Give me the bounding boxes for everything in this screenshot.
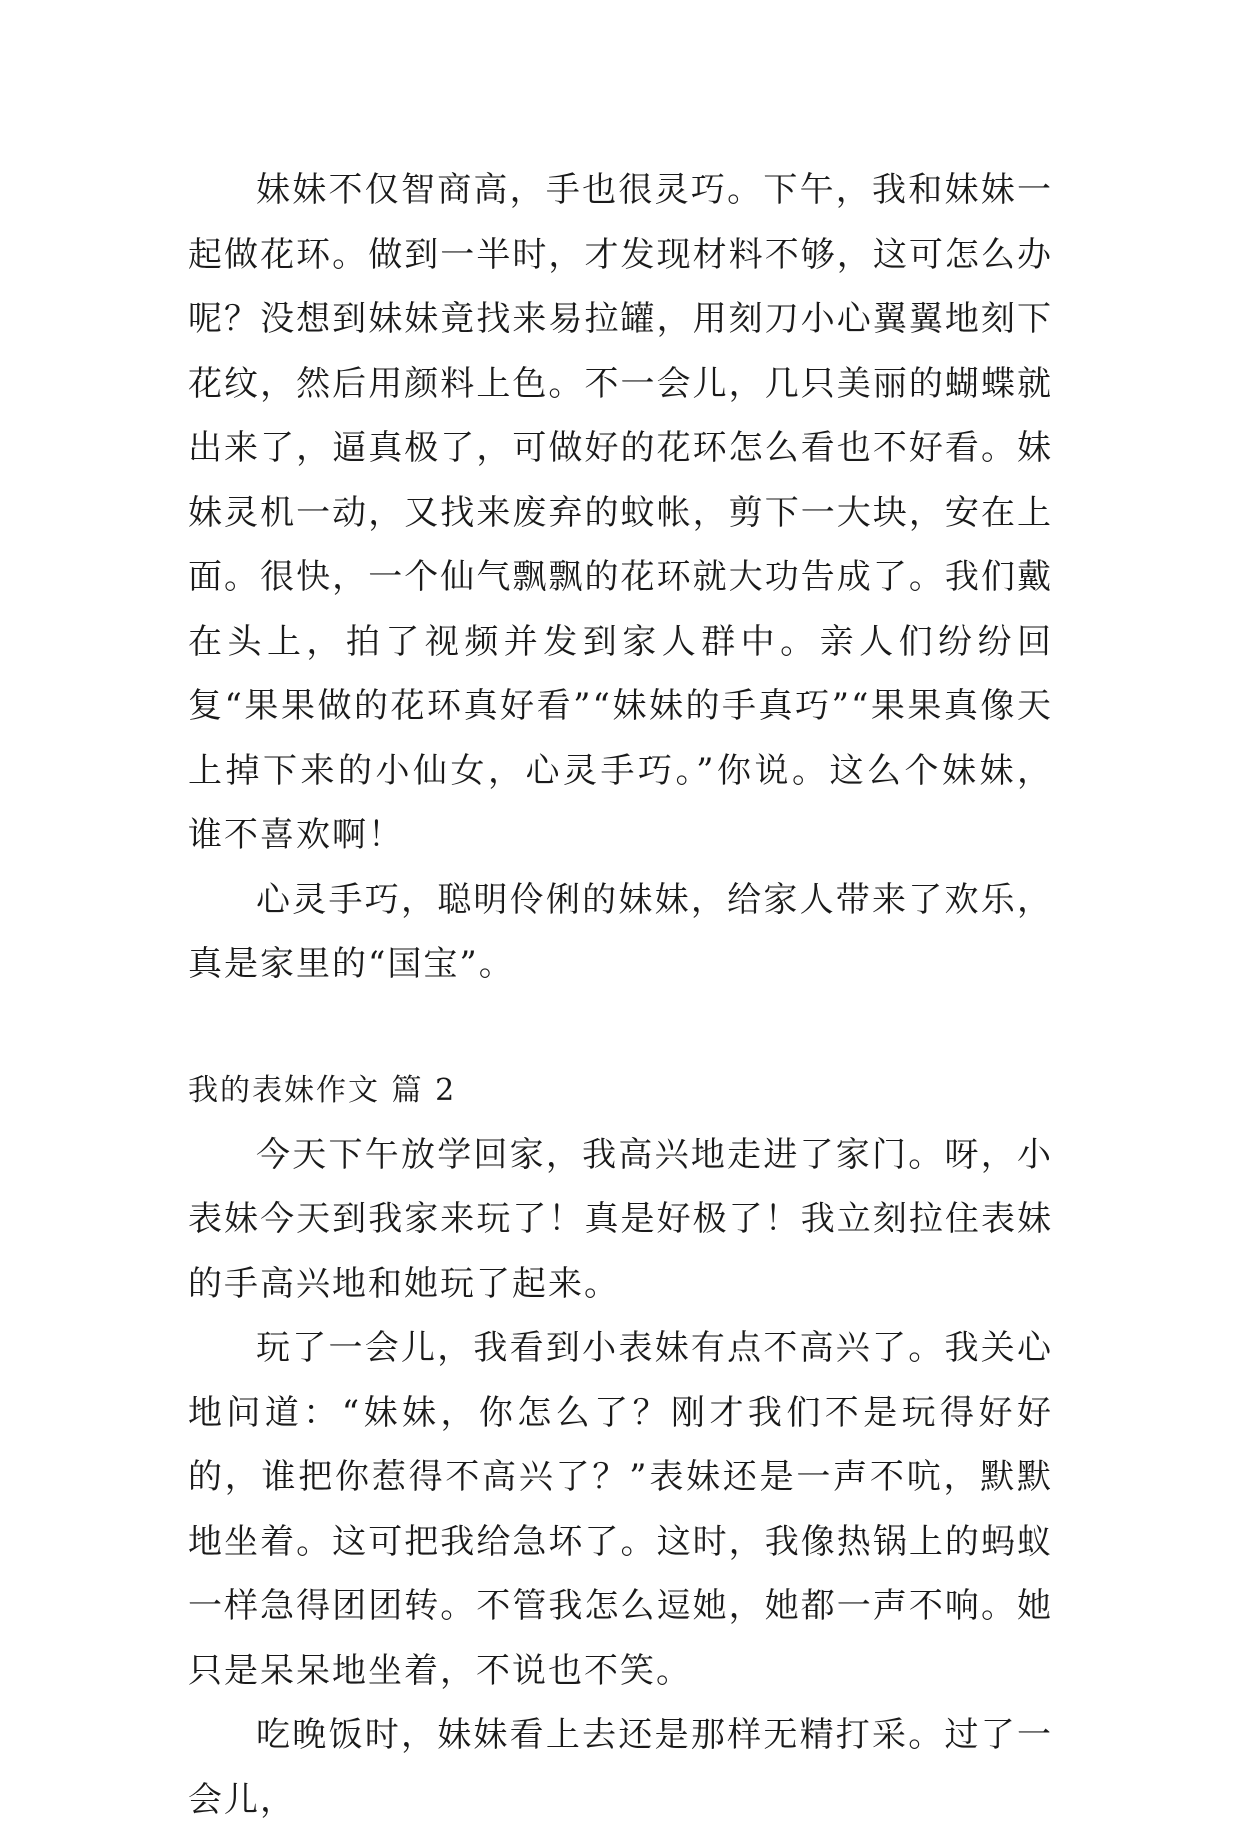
section-spacer [188, 997, 1053, 1059]
paragraph: 玩了一会儿，我看到小表妹有点不高兴了。我关心地问道：“妹妹，你怎么了？刚才我们不是玩得好好的，谁把你惹得不高兴了？”表妹还是一声不吭，默默地坐着。这可把我给急坏了。这时，我像热锅上的蚂蚁一样急得团团转。不管我怎么逗她，她都一声不响。她只是呆呆地坐着，不说也不笑。 [188, 1328, 1053, 1691]
document-page [188, 158, 1053, 1832]
paragraph: 吃晚饭时，妹妹看上去还是那样无精打采。过了一会儿， [188, 1715, 1053, 1820]
section-heading: 我的表妹作文 篇 2 [188, 1072, 457, 1108]
paragraph: 今天下午放学回家，我高兴地走进了家门。呀，小表妹今天到我家来玩了！真是好极了！我立刻拉住表妹的手高兴地和她玩了起来。 [188, 1134, 1053, 1304]
paragraph: 妹妹不仅智商高，手也很灵巧。下午，我和妹妹一起做花环。做到一半时，才发现材料不够，这可怎么办呢？没想到妹妹竟找来易拉罐，用刻刀小心翼翼地刻下花纹，然后用颜料上色。不一会儿，几只美丽的蝴蝶就出来了，逼真极了，可做好的花环怎么看也不好看。妹妹灵机一动，又找来废弃的蚊帐，剪下一大块，安在上面。很快，一个仙气飘飘的花环就大功告成了。我们戴在头上，拍了视频并发到家人群中。亲人们纷纷回复“果果做的花环真好看”“妹妹的手真巧”“果果真像天上掉下来的小仙女，心灵手巧。”你说。这么个妹妹，谁不喜欢啊！ [188, 170, 1053, 855]
paragraph: 心灵手巧，聪明伶俐的妹妹，给家人带来了欢乐，真是家里的“国宝”。 [188, 879, 1053, 984]
